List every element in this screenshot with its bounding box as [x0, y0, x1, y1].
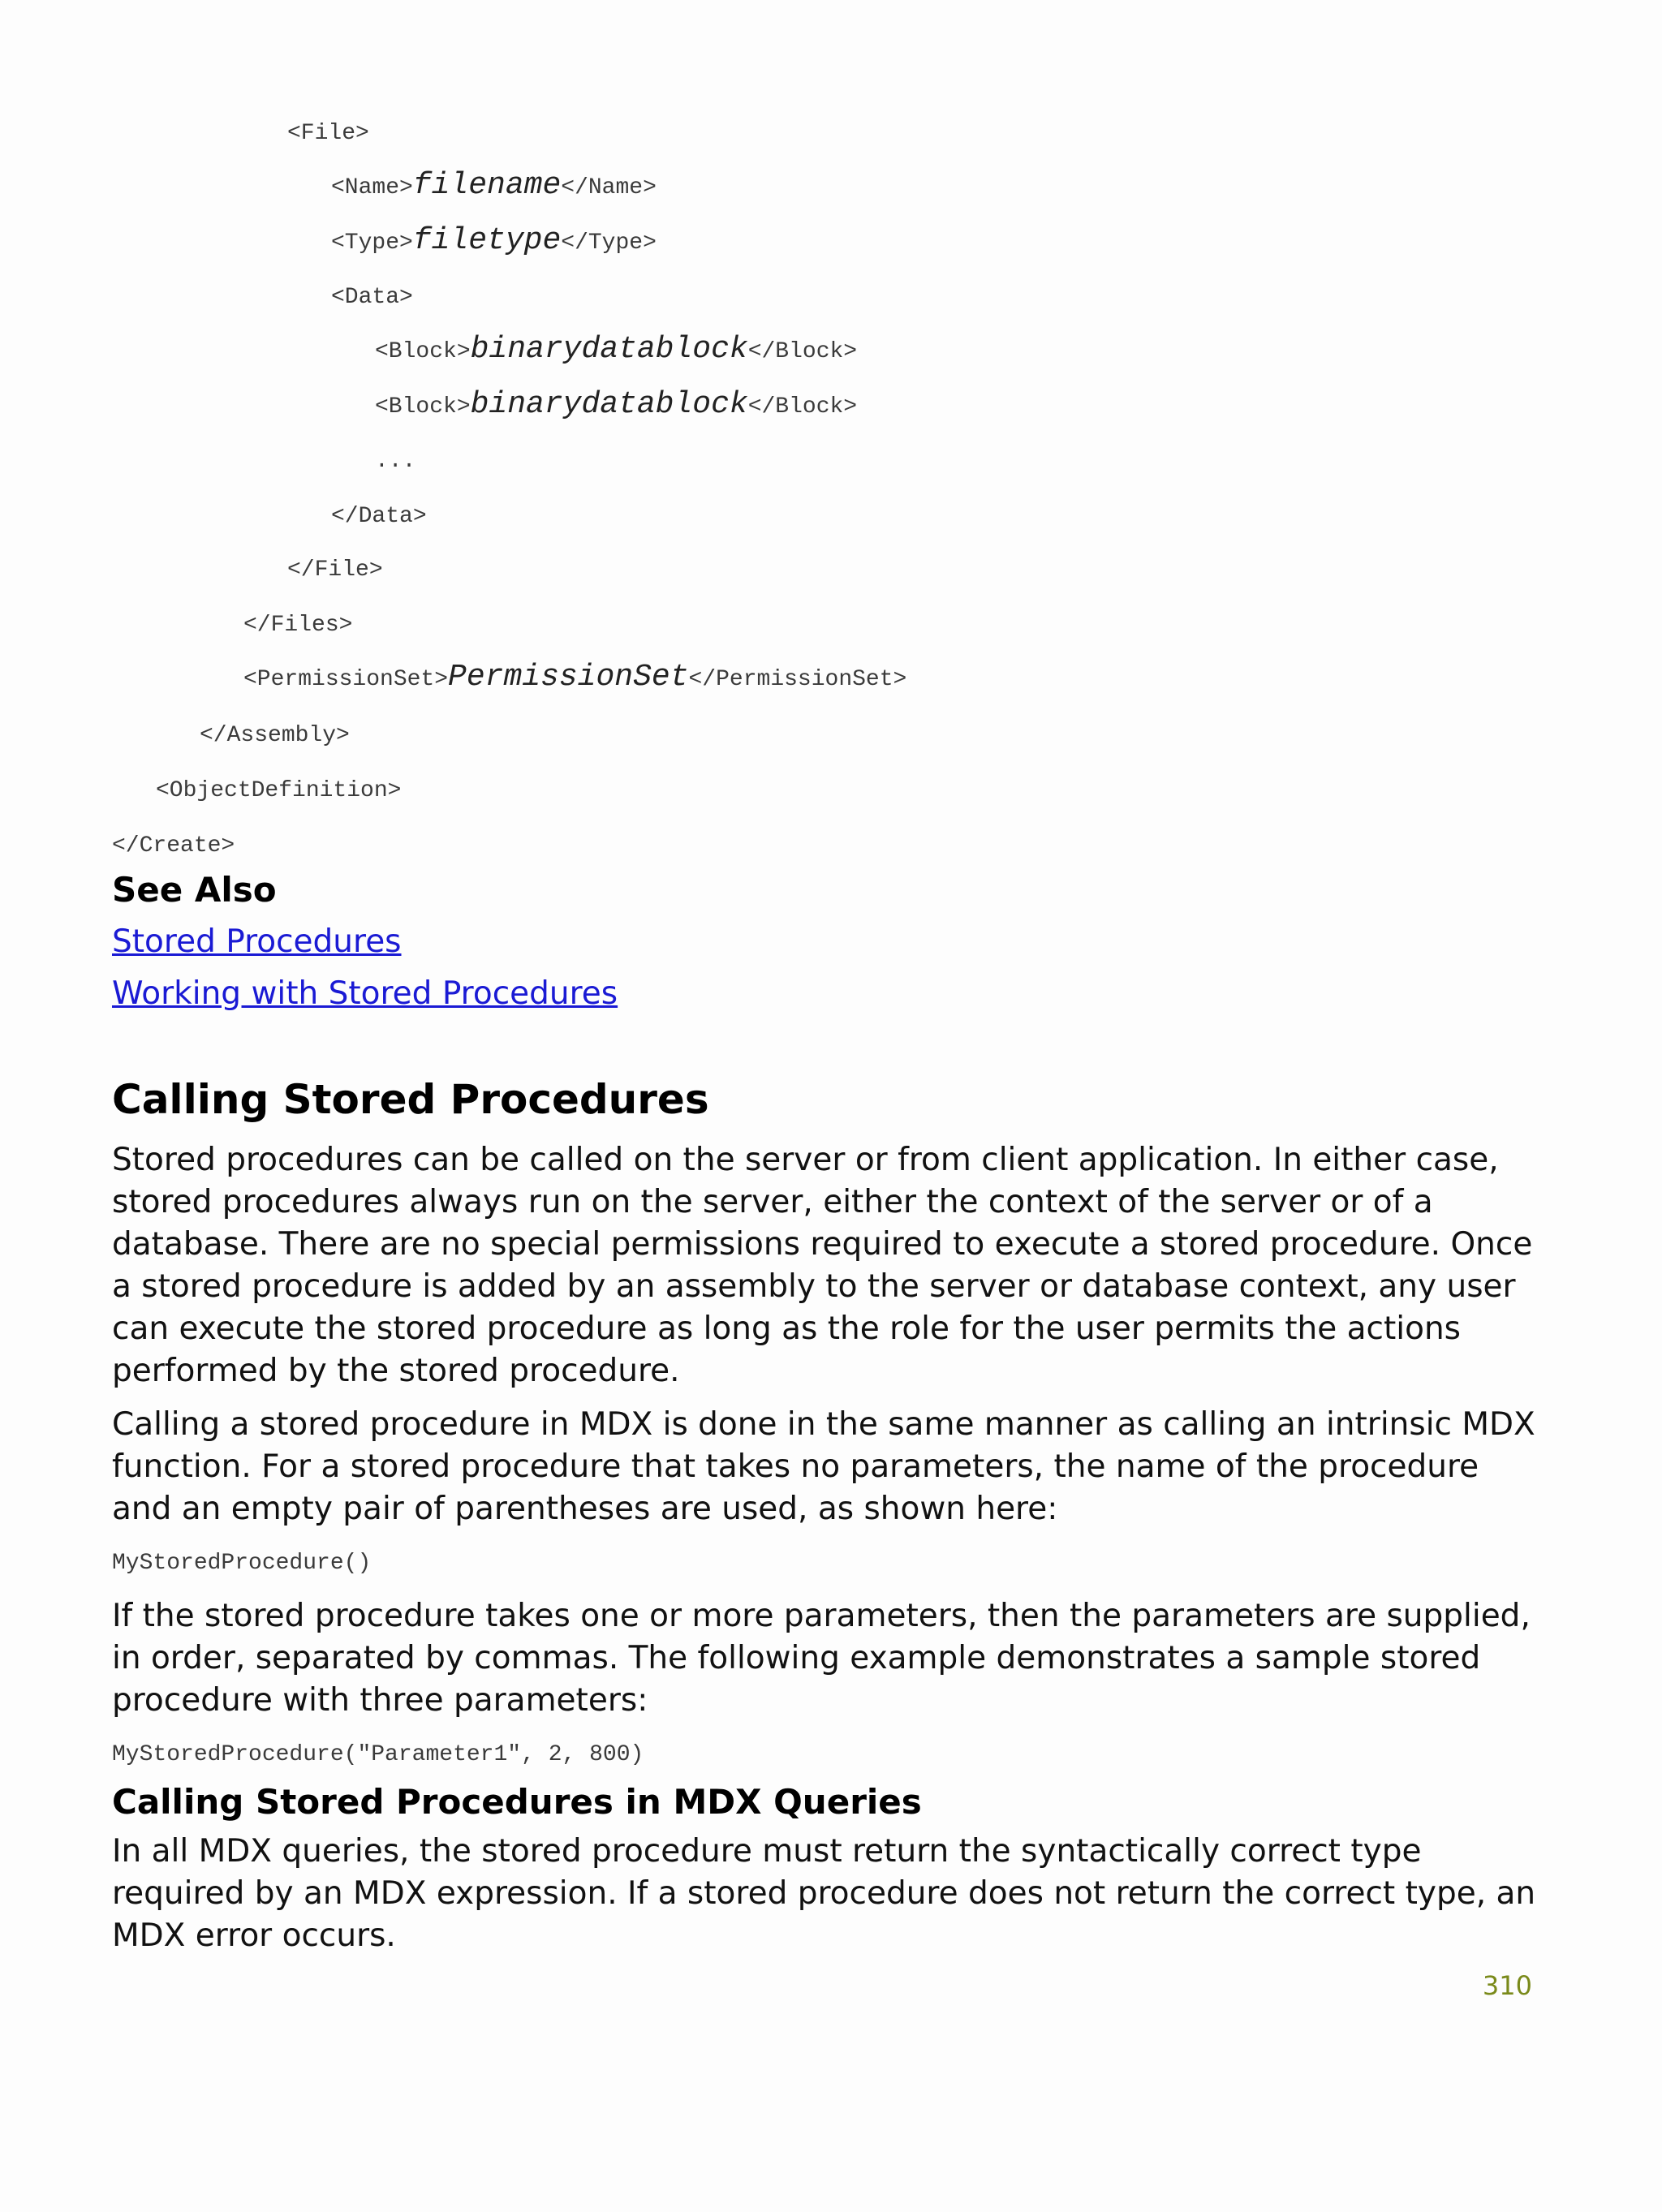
code-line: <Type>filetype</Type>	[331, 223, 657, 258]
code-line: <Data>	[331, 285, 413, 310]
page-number: 310	[1482, 1970, 1532, 2001]
code-line: <PermissionSet>PermissionSet</PermissionSet>	[243, 660, 907, 695]
code-line: </Data>	[331, 504, 427, 529]
code-snippet: MyStoredProcedure()	[112, 1551, 372, 1576]
link-stored-procedures[interactable]: Stored Procedures	[112, 923, 402, 960]
code-line: </Create>	[112, 833, 235, 859]
link-working-with-stored-procedures[interactable]: Working with Stored Procedures	[112, 975, 618, 1012]
code-snippet: MyStoredProcedure("Parameter1", 2, 800)	[112, 1742, 644, 1767]
code-line: </Files>	[243, 613, 353, 638]
see-also-heading: See Also	[112, 870, 277, 910]
code-line: ...	[375, 449, 416, 474]
code-line: <File>	[287, 121, 369, 146]
code-line: <Block>binarydatablock</Block>	[375, 387, 858, 422]
code-line: <ObjectDefinition>	[156, 778, 402, 803]
paragraph: Calling a stored procedure in MDX is done in the same manner as calling an intrinsic MDX function. For a stored procedure that takes no parameters, the name of the procedure and an empty pair of parentheses are used, as shown here:	[112, 1406, 1535, 1527]
paragraph: In all MDX queries, the stored procedure must return the syntactically correct type required by an MDX expression. If a stored procedure does not return the correct type, an MDX error occurs.	[112, 1833, 1536, 1954]
subsection-title: Calling Stored Procedures in MDX Queries	[112, 1782, 922, 1822]
code-line: </File>	[287, 557, 383, 583]
code-line: <Name>filename</Name>	[331, 168, 657, 203]
paragraph: If the stored procedure takes one or more parameters, then the parameters are supplied, in order, separated by commas. The following example demonstrates a sample stored procedure with three parameters:	[112, 1598, 1531, 1719]
code-line: <Block>binarydatablock</Block>	[375, 332, 858, 367]
code-line: </Assembly>	[200, 723, 350, 748]
paragraph: Stored procedures can be called on the server or from client application. In either case, stored procedures always run on the server, either the context of the server or of a database. There are no special permissions required to execute a stored procedure. Once a stored procedure is added by an assembly to the server or database context, any user can execute the stored procedure as long as the role for the user permits the actions performed by the stored procedure.	[112, 1142, 1533, 1389]
section-title: Calling Stored Procedures	[112, 1076, 709, 1123]
